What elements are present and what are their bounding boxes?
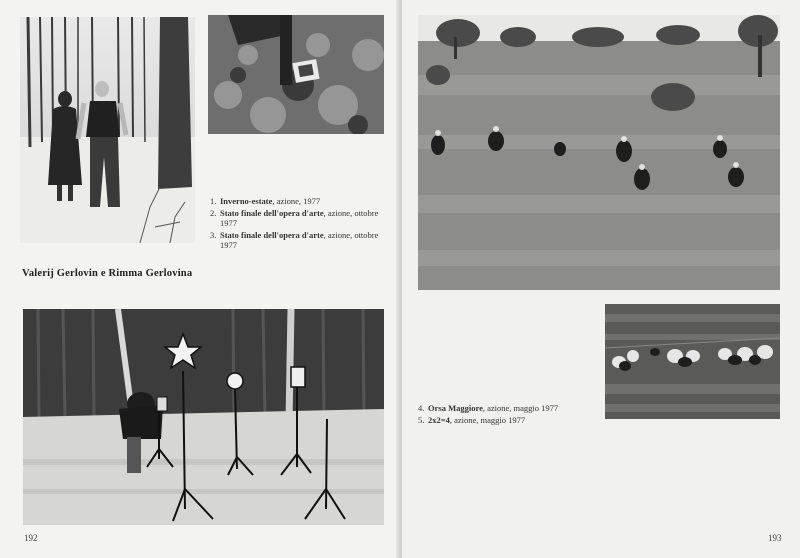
caption-detail: , azione, ottobre 1977 xyxy=(220,208,379,228)
captions-left xyxy=(210,196,390,252)
photo-winter-couple xyxy=(20,17,195,243)
page-number-left: 192 xyxy=(24,533,38,543)
caption-number: 3. xyxy=(210,230,217,240)
caption-item xyxy=(210,230,390,250)
caption-item xyxy=(418,415,598,425)
left-page xyxy=(0,0,398,558)
caption-number: 2. xyxy=(210,208,217,218)
caption-detail: , azione, ottobre 1977 xyxy=(220,230,379,250)
caption-number: 5. xyxy=(418,415,425,425)
caption-title: Stato finale dell'opera d'arte xyxy=(220,230,324,240)
caption-title: Stato finale dell'opera d'arte xyxy=(220,208,324,218)
caption-item xyxy=(210,208,390,228)
caption-detail: , azione, maggio 1977 xyxy=(482,403,559,413)
photo-meadow-figures xyxy=(418,15,780,290)
caption-item xyxy=(418,403,598,413)
captions-right xyxy=(418,403,598,427)
photo-row-figures xyxy=(605,304,780,419)
caption-detail: , azione, maggio 1977 xyxy=(449,415,526,425)
caption-item xyxy=(210,196,390,206)
caption-detail: , azione, 1977 xyxy=(272,196,321,206)
caption-title: Orsa Maggiore xyxy=(428,403,483,413)
caption-title: 2x2=4 xyxy=(428,415,450,425)
caption-number: 1. xyxy=(210,196,217,206)
photo-forest-stands xyxy=(23,309,384,525)
page-number-right: 193 xyxy=(768,533,782,543)
artist-names: Valerij Gerlovin e Rimma Gerlovina xyxy=(22,268,193,279)
right-page xyxy=(402,0,800,558)
caption-title: Inverno-estate xyxy=(220,196,273,206)
photo-ground-object xyxy=(208,15,384,134)
caption-number: 4. xyxy=(418,403,425,413)
